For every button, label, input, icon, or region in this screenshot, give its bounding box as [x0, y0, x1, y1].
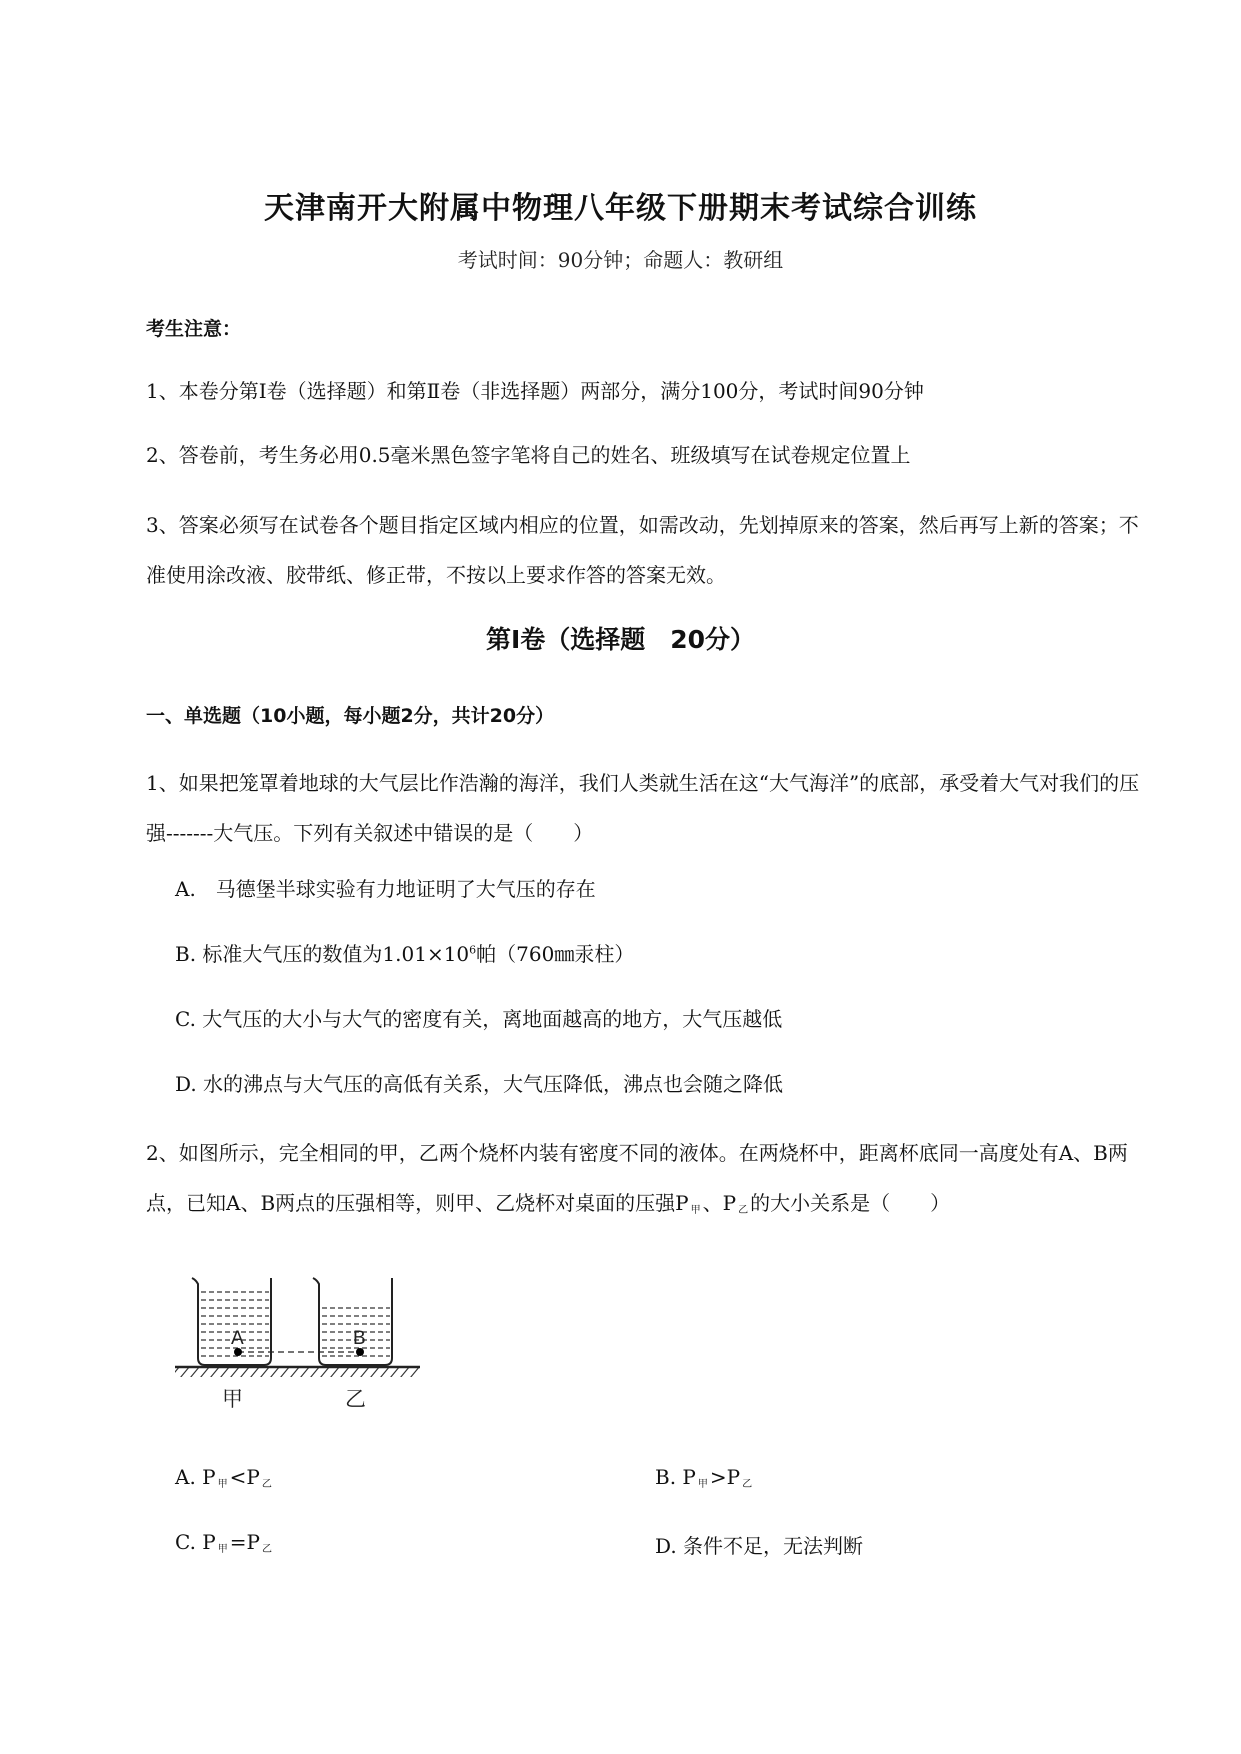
q2-b-operator: >P: [709, 1465, 741, 1489]
q2-a-operator: <P: [229, 1465, 260, 1489]
q2-stem-mid: 、P: [702, 1191, 737, 1215]
q1-option-b[interactable]: [175, 938, 634, 967]
question-2-stem: [146, 1128, 1146, 1233]
beaker-yi-label: 乙: [345, 1387, 366, 1411]
beaker-jia-label: 甲: [222, 1387, 243, 1411]
point-a-dot: [234, 1348, 242, 1356]
q2-c-sub-yi: 乙: [261, 1544, 272, 1555]
q1-option-c[interactable]: C. 大气压的大小与大气的密度有关，离地面越高的地方，大气压越低: [175, 1007, 783, 1031]
q2-a-sub-yi: 乙: [261, 1479, 272, 1490]
q2-c-operator: =P: [229, 1530, 260, 1554]
q2-c-p: C. P: [175, 1530, 216, 1554]
exam-info: 考试时间：90分钟；命题人：教研组: [457, 248, 784, 272]
q2-option-a[interactable]: [175, 1465, 274, 1489]
q1-option-b-unit: 帕（760㎜汞柱）: [476, 942, 635, 966]
point-b-label: B: [353, 1328, 366, 1349]
section-title: 第Ⅰ卷（选择题 20分）: [485, 625, 756, 654]
q2-option-b[interactable]: [655, 1465, 754, 1489]
q1-option-a[interactable]: A. 马德堡半球实验有力地证明了大气压的存在: [175, 877, 596, 901]
point-a-label: A: [231, 1328, 244, 1349]
page-title: 天津南开大附属中物理八年级下册期末考试综合训练: [264, 191, 977, 226]
q1-option-b-exponent: 6: [469, 943, 477, 957]
notice-heading: 考生注意：: [146, 318, 242, 340]
question-group-title: 一、单选题（10小题，每小题2分，共计20分）: [146, 705, 555, 727]
q2-stem-text: 2、如图所示，完全相同的甲，乙两个烧杯内装有密度不同的液体。在两烧杯中，距离杯底同一高度处有A、B两点，已知A、B两点的压强相等，则甲、乙烧杯对桌面的压强P: [146, 1141, 1128, 1215]
q2-a-sub-jia: 甲: [217, 1479, 228, 1490]
q2-b-p: B. P: [655, 1465, 696, 1489]
q2-option-d[interactable]: D. 条件不足，无法判断: [655, 1534, 864, 1558]
q2-sub-jia: 甲: [690, 1205, 701, 1216]
q2-a-p: A. P: [175, 1465, 216, 1489]
q2-b-sub-jia: 甲: [697, 1479, 708, 1490]
table-hatching: [175, 1367, 420, 1377]
q1-option-d[interactable]: D. 水的沸点与大气压的高低有关系，大气压降低，沸点也会随之降低: [175, 1072, 784, 1096]
question-1-stem: 1、如果把笼罩着地球的大气层比作浩瀚的海洋，我们人类就生活在这“大气海洋”的底部，承受着大气对我们的压强-------大气压。下列有关叙述中错误的是（ ）: [146, 771, 1140, 845]
notice-item-2: 2、答卷前，考生务必用0.5毫米黑色签字笔将自己的姓名、班级填写在试卷规定位置上: [146, 443, 911, 467]
q2-b-sub-yi: 乙: [742, 1479, 753, 1490]
notice-item-3: 3、答案必须写在试卷各个题目指定区域内相应的位置，如需改动，先划掉原来的答案，然后再写上新的答案；不准使用涂改液、胶带纸、修正带，不按以上要求作答的答案无效。: [146, 513, 1139, 587]
q2-stem-end: 的大小关系是（ ）: [750, 1191, 951, 1215]
point-b-dot: [356, 1348, 364, 1356]
q2-option-c[interactable]: [175, 1530, 274, 1554]
q2-sub-yi: 乙: [738, 1205, 749, 1216]
notice-item-1: 1、本卷分第Ⅰ卷（选择题）和第Ⅱ卷（非选择题）两部分，满分100分，考试时间90分钟: [146, 379, 924, 403]
q1-option-b-text: B. 标准大气压的数值为1.01×10: [175, 942, 470, 966]
q2-c-sub-jia: 甲: [217, 1544, 228, 1555]
beakers-figure: [170, 1270, 430, 1420]
